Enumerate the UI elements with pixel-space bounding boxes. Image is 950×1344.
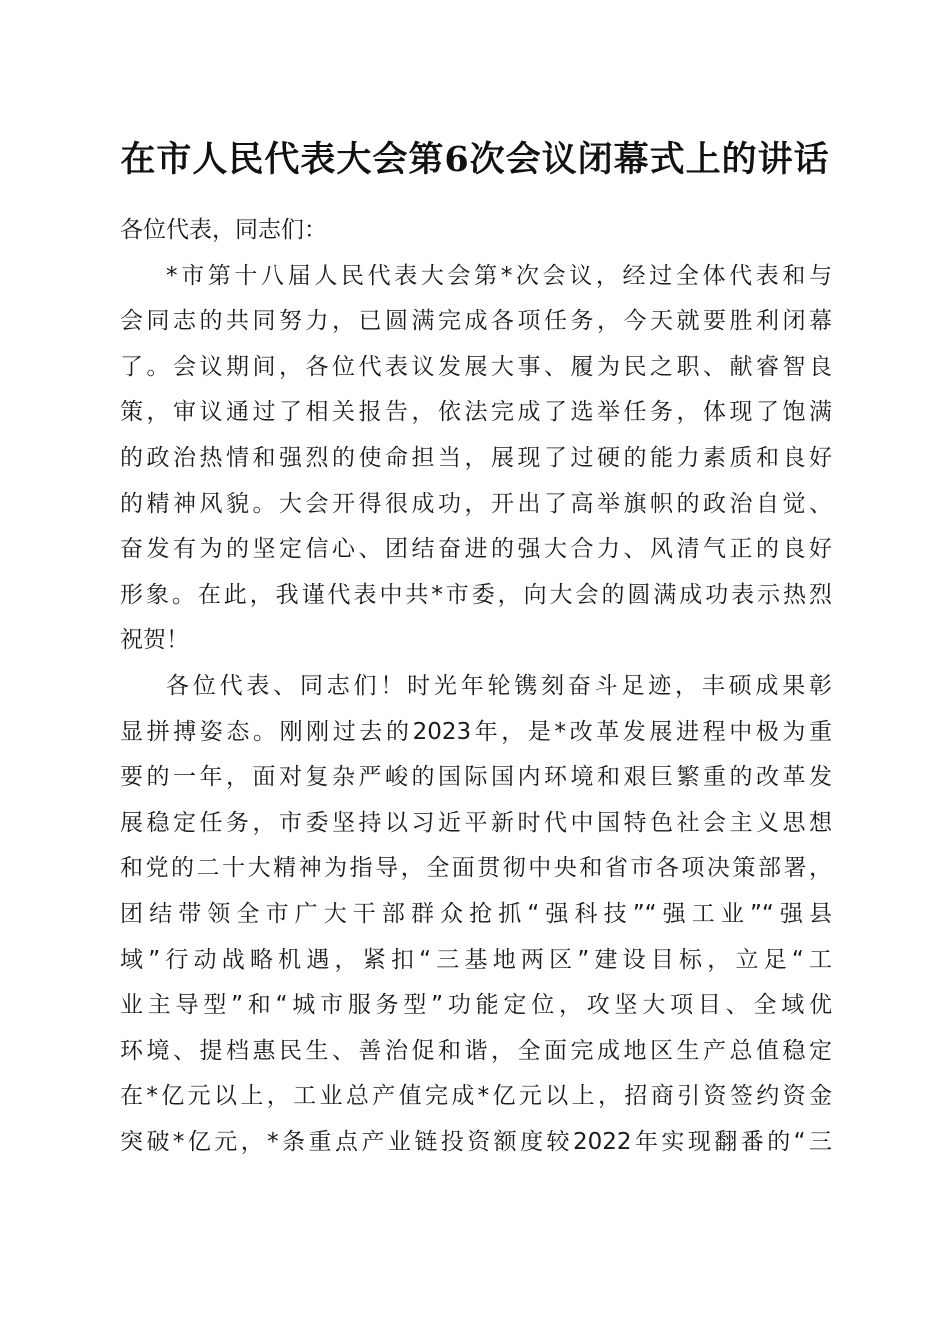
paragraph-line: 展稳定任务，市委坚持以习近平新时代中国特色社会主义思想 (120, 809, 832, 836)
salutation: 各位代表，同志们： (120, 217, 327, 243)
paragraph-line: 形象。在此，我谨代表中共*市委，向大会的圆满成功表示热烈 (120, 581, 832, 608)
paragraph-line: 显拼搏姿态。刚刚过去的2023年，是*改革发展进程中极为重 (120, 718, 832, 745)
paragraph-line: 各位代表、同志们！时光年轮镌刻奋斗足迹，丰硕成果彰 (166, 672, 832, 699)
paragraph-line: 了。会议期间，各位代表议发展大事、履为民之职、献睿智良 (120, 353, 832, 380)
document-body (120, 208, 832, 1165)
paragraph-line: 会同志的共同努力，已圆满完成各项任务，今天就要胜利闭幕 (120, 308, 832, 335)
paragraph-line: 祝贺！ (120, 627, 189, 654)
paragraph-line: 要的一年，面对复杂严峻的国际国内环境和艰巨繁重的改革发 (120, 764, 832, 791)
paragraph-line: 环境、提档惠民生、善治促和谐，全面完成地区生产总值稳定 (120, 1037, 832, 1064)
paragraph-1 (120, 254, 832, 664)
paragraph-line: 和党的二十大精神为指导，全面贯彻中央和省市各项决策部署， (120, 855, 832, 882)
page-title: 在市人民代表大会第6次会议闭幕式上的讲话 (120, 139, 830, 180)
paragraph-line: 的精神风貌。大会开得很成功，开出了高举旗帜的政治自觉、 (120, 490, 832, 517)
paragraph-line: *市第十八届人民代表大会第*次会议，经过全体代表和与 (166, 262, 832, 289)
paragraph-2 (120, 664, 832, 1166)
paragraph-line: 团结带领全市广大干部群众抢抓“强科技”“强工业”“强县 (120, 900, 832, 927)
paragraph-line: 突破*亿元，*条重点产业链投资额度较2022年实现翻番的“三 (120, 1128, 832, 1155)
paragraph-line: 业主导型”和“城市服务型”功能定位，攻坚大项目、全域优 (120, 992, 832, 1019)
paragraph-line: 在*亿元以上，工业总产值完成*亿元以上，招商引资签约资金 (120, 1083, 832, 1110)
paragraph-line: 域”行动战略机遇，紧扣“三基地两区”建设目标，立足“工 (120, 946, 832, 973)
paragraph-line: 策，审议通过了相关报告，依法完成了选举任务，体现了饱满 (120, 399, 832, 426)
paragraph-line: 奋发有为的坚定信心、团结奋进的强大合力、风清气正的良好 (120, 536, 832, 563)
paragraph-line: 的政治热情和强烈的使命担当，展现了过硬的能力素质和良好 (120, 444, 832, 471)
